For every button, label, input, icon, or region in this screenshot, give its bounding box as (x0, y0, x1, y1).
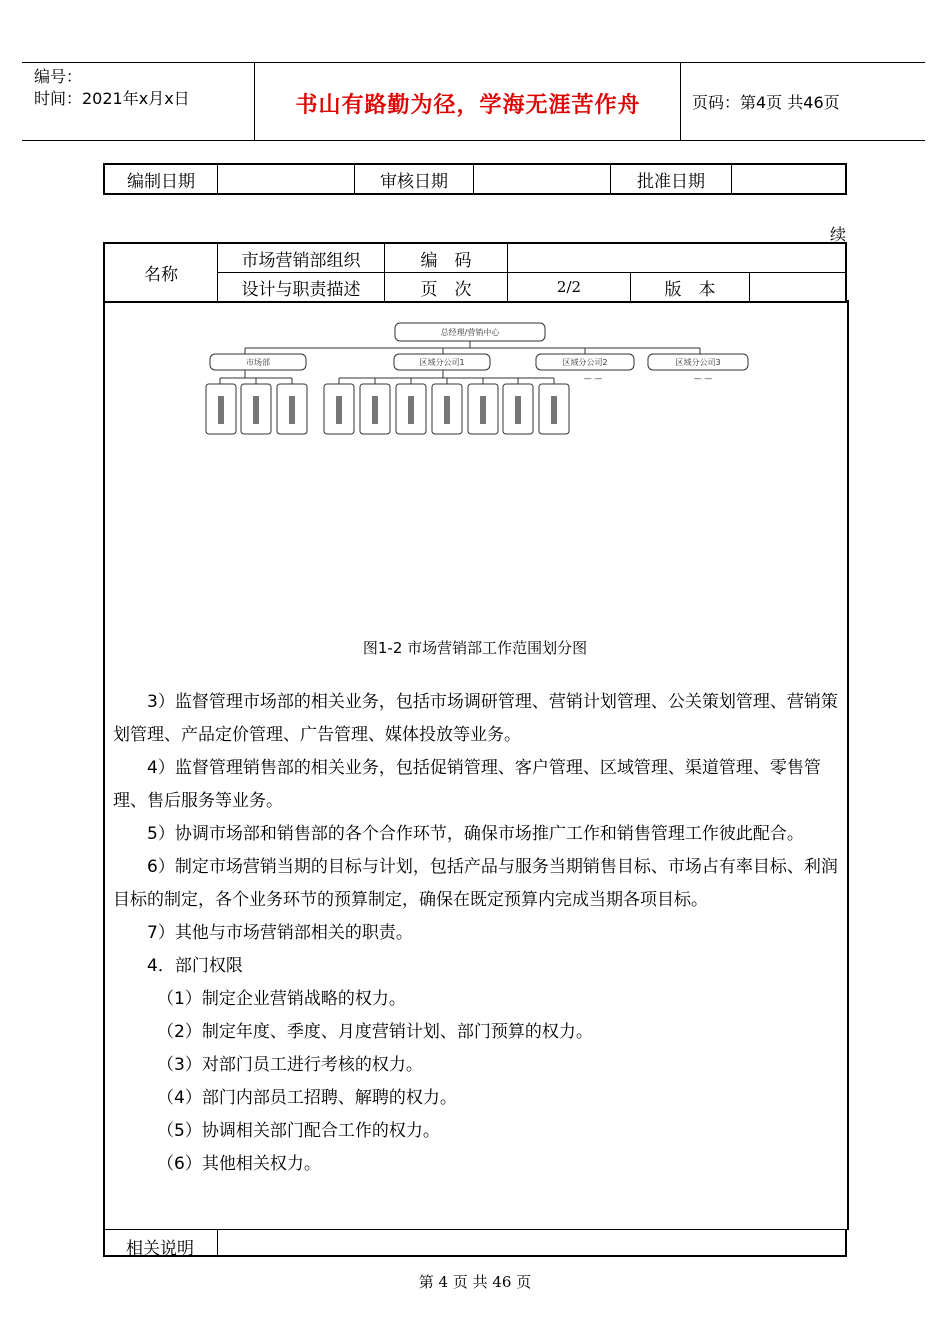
figure-caption: 图1-2 市场营销部工作范围划分图 (362, 639, 588, 657)
compile-date-label: 编制日期 (104, 164, 218, 194)
header-meta (34, 66, 190, 110)
version-value[interactable] (750, 273, 847, 303)
authority-item: （3）对部门员工进行考核的权力。 (157, 1055, 423, 1075)
authority-item: （2）制定年度、季度、月度营销计划、部门预算的权力。 (157, 1022, 593, 1042)
page-footer: 第 4 页 共 46 页 (418, 1273, 532, 1291)
version-label: 版 本 (631, 273, 750, 303)
paragraph: 3）监督管理市场部的相关业务，包括市场调研管理、营销计划管理、公关策划管理、营销策划管理、产品定价管理、广告管理、媒体投放等业务。 (113, 692, 838, 745)
section-heading: 4．部门权限 (147, 956, 243, 976)
header-bottom-rule (22, 140, 925, 141)
org-dash: — — (693, 374, 713, 383)
header-divider (680, 62, 681, 140)
header-page-info: 页码：第4页 共46页 (692, 93, 840, 112)
org-branch-label: 区域分公司3 (675, 358, 721, 367)
paragraph: 7）其他与市场营销部相关的职责。 (147, 923, 413, 943)
date-table (103, 163, 847, 195)
name-value-line1: 市场营销部组织 (218, 243, 385, 273)
review-date-value[interactable] (474, 164, 611, 194)
name-value-line2: 设计与职责描述 (218, 273, 385, 303)
paragraph: 4）监督管理销售部的相关业务，包括促销管理、客户管理、区域管理、渠道管理、零售管理、售后服务等业务。 (113, 758, 821, 811)
org-dash: — — (583, 374, 603, 383)
org-branch-label: 区域分公司1 (419, 358, 465, 367)
code-value[interactable] (508, 243, 847, 273)
header-motto: 书山有路勤为径，学海无涯苦作舟 (295, 92, 641, 118)
page-label: 页 次 (385, 273, 508, 303)
related-divider (217, 1229, 218, 1257)
header-divider (254, 62, 255, 140)
authority-item: （1）制定企业营销战略的权力。 (157, 989, 406, 1009)
org-branch-label: 区域分公司2 (562, 358, 608, 367)
page-value: 2/2 (508, 273, 631, 303)
name-label: 名称 (104, 243, 218, 302)
time-label: 时间：2021年x月x日 (34, 89, 190, 108)
compile-date-value[interactable] (218, 164, 355, 194)
org-chart (200, 318, 760, 442)
number-label: 编号： (34, 67, 83, 86)
authority-item: （6）其他相关权力。 (157, 1154, 321, 1174)
paragraph: 6）制定市场营销当期的目标与计划，包括产品与服务当期销售目标、市场占有率目标、利润目标的制定，各个业务环节的预算制定，确保在既定预算内完成当期各项目标。 (113, 857, 838, 910)
org-branch-label: 市场部 (246, 358, 270, 367)
code-label: 编 码 (385, 243, 508, 273)
info-table (103, 242, 847, 303)
org-root-label: 总经理/营销中心 (440, 328, 500, 337)
header-top-rule (22, 62, 925, 63)
approve-date-value[interactable] (732, 164, 847, 194)
related-label: 相关说明 (126, 1239, 194, 1259)
authority-item: （5）协调相关部门配合工作的权力。 (157, 1121, 440, 1141)
paragraph: 5）协调市场部和销售部的各个合作环节，确保市场推广工作和销售管理工作彼此配合。 (147, 824, 804, 844)
authority-item: （4）部门内部员工招聘、解聘的权力。 (157, 1088, 457, 1108)
approve-date-label: 批准日期 (611, 164, 732, 194)
review-date-label: 审核日期 (355, 164, 474, 194)
continued-label: 续 (830, 225, 847, 244)
body-text (113, 686, 839, 1181)
